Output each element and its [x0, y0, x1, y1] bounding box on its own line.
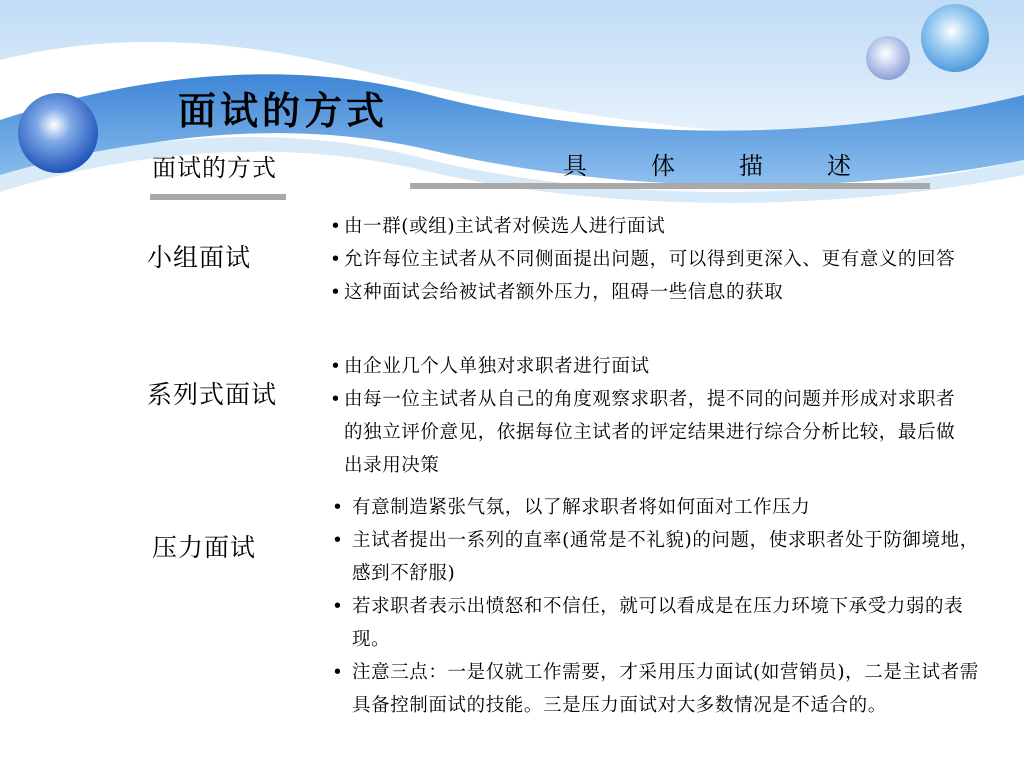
medium-orb-icon [921, 4, 989, 72]
bullet-list-group-interview [330, 210, 990, 309]
bullet-icon: • [332, 662, 344, 683]
column-header-char: 具 [563, 152, 587, 180]
bullet-icon: • [330, 249, 342, 270]
list-item: • 由企业几个人单独对求职者进行面试 [330, 350, 965, 383]
row-label-group-interview: 小组面试 [147, 243, 252, 272]
column-header-char: 述 [827, 152, 851, 180]
bullet-icon: • [332, 596, 344, 617]
bullet-icon: • [332, 530, 344, 551]
list-item: • 由一群(或组)主试者对候选人进行面试 [330, 210, 990, 243]
list-item: • 有意制造紧张气氛，以了解求职者将如何面对工作压力 [332, 491, 997, 524]
row-label-serial-interview: 系列式面试 [147, 380, 278, 409]
bullet-list-stress-interview [332, 491, 997, 722]
column-header-description [563, 146, 851, 181]
list-item: • 注意三点：一是仅就工作需要，才采用压力面试(如营销员)，二是主试者需具备控制面试的技能。三是压力面试对大多数情况是不适合的。 [332, 656, 997, 722]
page-title: 面试的方式 [178, 88, 389, 133]
list-item: • 这种面试会给被试者额外压力，阻碍一些信息的获取 [330, 276, 990, 309]
bullet-icon: • [332, 497, 344, 518]
column-header-method: 面试的方式 [152, 154, 277, 182]
list-item: • 允许每位主试者从不同侧面提出问题，可以得到更深入、更有意义的回答 [330, 243, 990, 276]
list-item: • 若求职者表示出愤怒和不信任，就可以看成是在压力环境下承受力弱的表现。 [332, 590, 997, 656]
bullet-icon: • [330, 389, 342, 410]
list-item: • 由每一位主试者从自己的角度观察求职者，提不同的问题并形成对求职者的独立评价意见，依据每位主试者的评定结果进行综合分析比较，最后做出录用决策 [330, 383, 965, 482]
large-orb-icon [18, 93, 98, 173]
column-header-char: 描 [739, 152, 763, 180]
small-orb-icon [866, 36, 910, 80]
header-underline-right [410, 183, 930, 189]
bullet-icon: • [330, 216, 342, 237]
bullet-icon: • [330, 282, 342, 303]
header-underline-left [150, 194, 286, 200]
list-item: • 主试者提出一系列的直率(通常是不礼貌)的问题，使求职者处于防御境地，感到不舒服) [332, 524, 997, 590]
bullet-icon: • [330, 356, 342, 377]
bullet-list-serial-interview [330, 350, 965, 482]
row-label-stress-interview: 压力面试 [152, 533, 257, 562]
column-header-char: 体 [651, 152, 675, 180]
